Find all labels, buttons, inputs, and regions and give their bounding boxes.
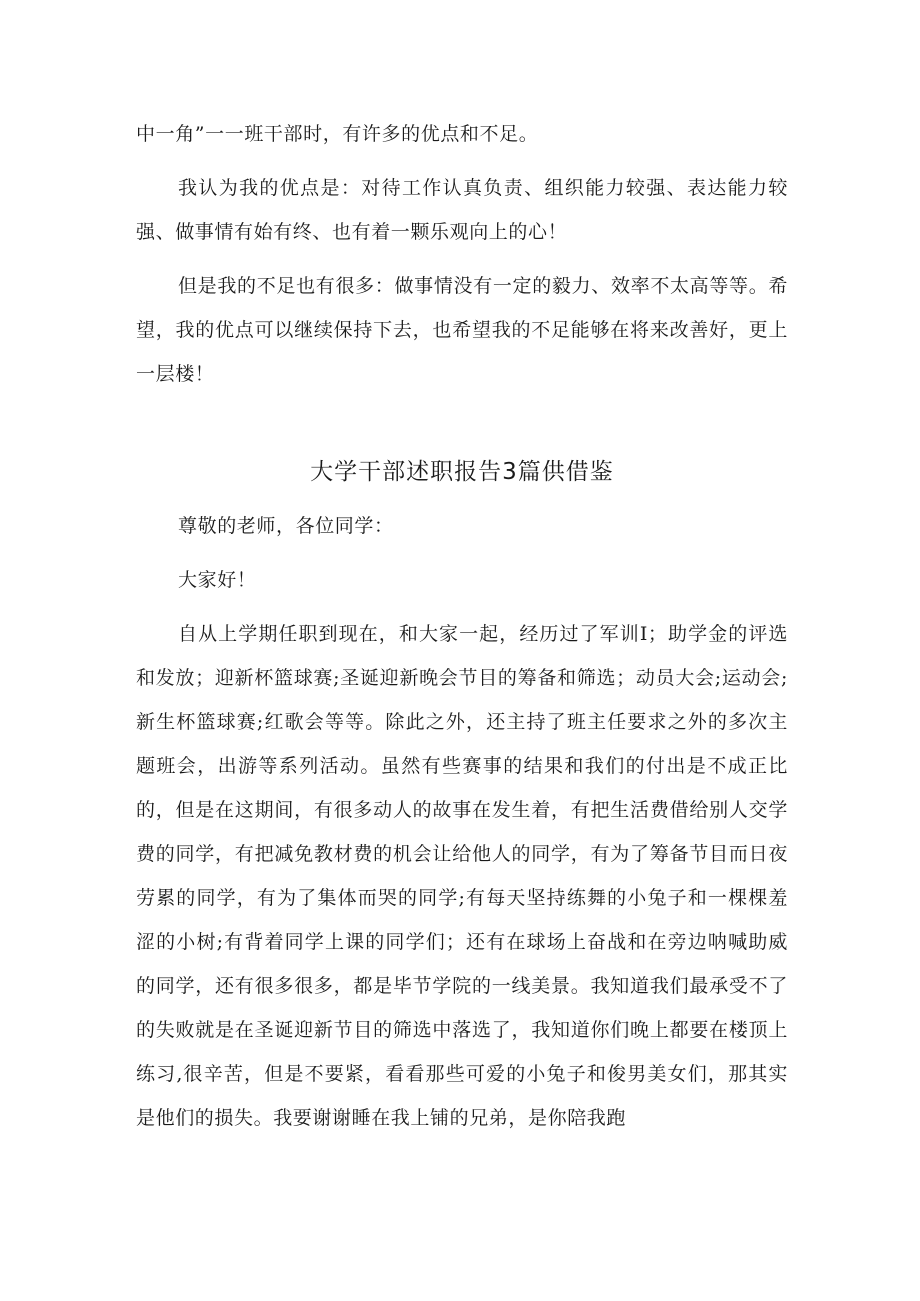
paragraph-strengths: 我认为我的优点是：对待工作认真负责、组织能力较强、表达能力较强、做事情有始有终、也有着一颗乐观向上的心！ — [136, 177, 788, 243]
section-title: 大学干部述职报告3篇供借鉴 — [310, 459, 614, 485]
paragraph-greeting: 大家好！ — [178, 569, 257, 591]
paragraph-strengths-intro: 中一角”一一班干部时，有许多的优点和不足。 — [136, 123, 539, 145]
paragraph-weaknesses: 但是我的不足也有很多：做事情没有一定的毅力、效率不太高等等。希望，我的优点可以继续保持下去，也希望我的不足能够在将来改善好，更上一层楼！ — [136, 275, 788, 385]
paragraph-body: 自从上学期任职到现在，和大家一起，经历过了军训I；助学金的评选和发放；迎新杯篮球赛;圣诞迎新晚会节目的筹备和筛选；动员大会;运动会;新生杯篮球赛;红歌会等等。除此之外，还主持了班主任要求之外的多次主题班会，出游等系列活动。虽然有些赛事的结果和我们的付出是不成正比的，但是在这期间，有很多动人的故事在发生着，有把生活费借给别人交学费的同学，有把减免教材费的机会让给他人的同学，有为了筹备节目而日夜劳累的同学，有为了集体而哭的同学;有每天坚持练舞的小兔子和一棵棵羞涩的小树;有背着同学上课的同学们；还有在球场上奋战和在旁边呐喊助威的同学，还有很多很多，都是毕节学院的一线美景。我知道我们最承受不了的失败就是在圣诞迎新节目的筛选中落选了，我知道你们晚上都要在楼顶上练习,很辛苦，但是不要紧，看看那些可爱的小兔子和俊男美女们，那其实是他们的损失。我要谢谢睡在我上铺的兄弟，是你陪我跑 — [136, 623, 788, 1129]
paragraph-salutation: 尊敬的老师，各位同学： — [178, 515, 394, 537]
